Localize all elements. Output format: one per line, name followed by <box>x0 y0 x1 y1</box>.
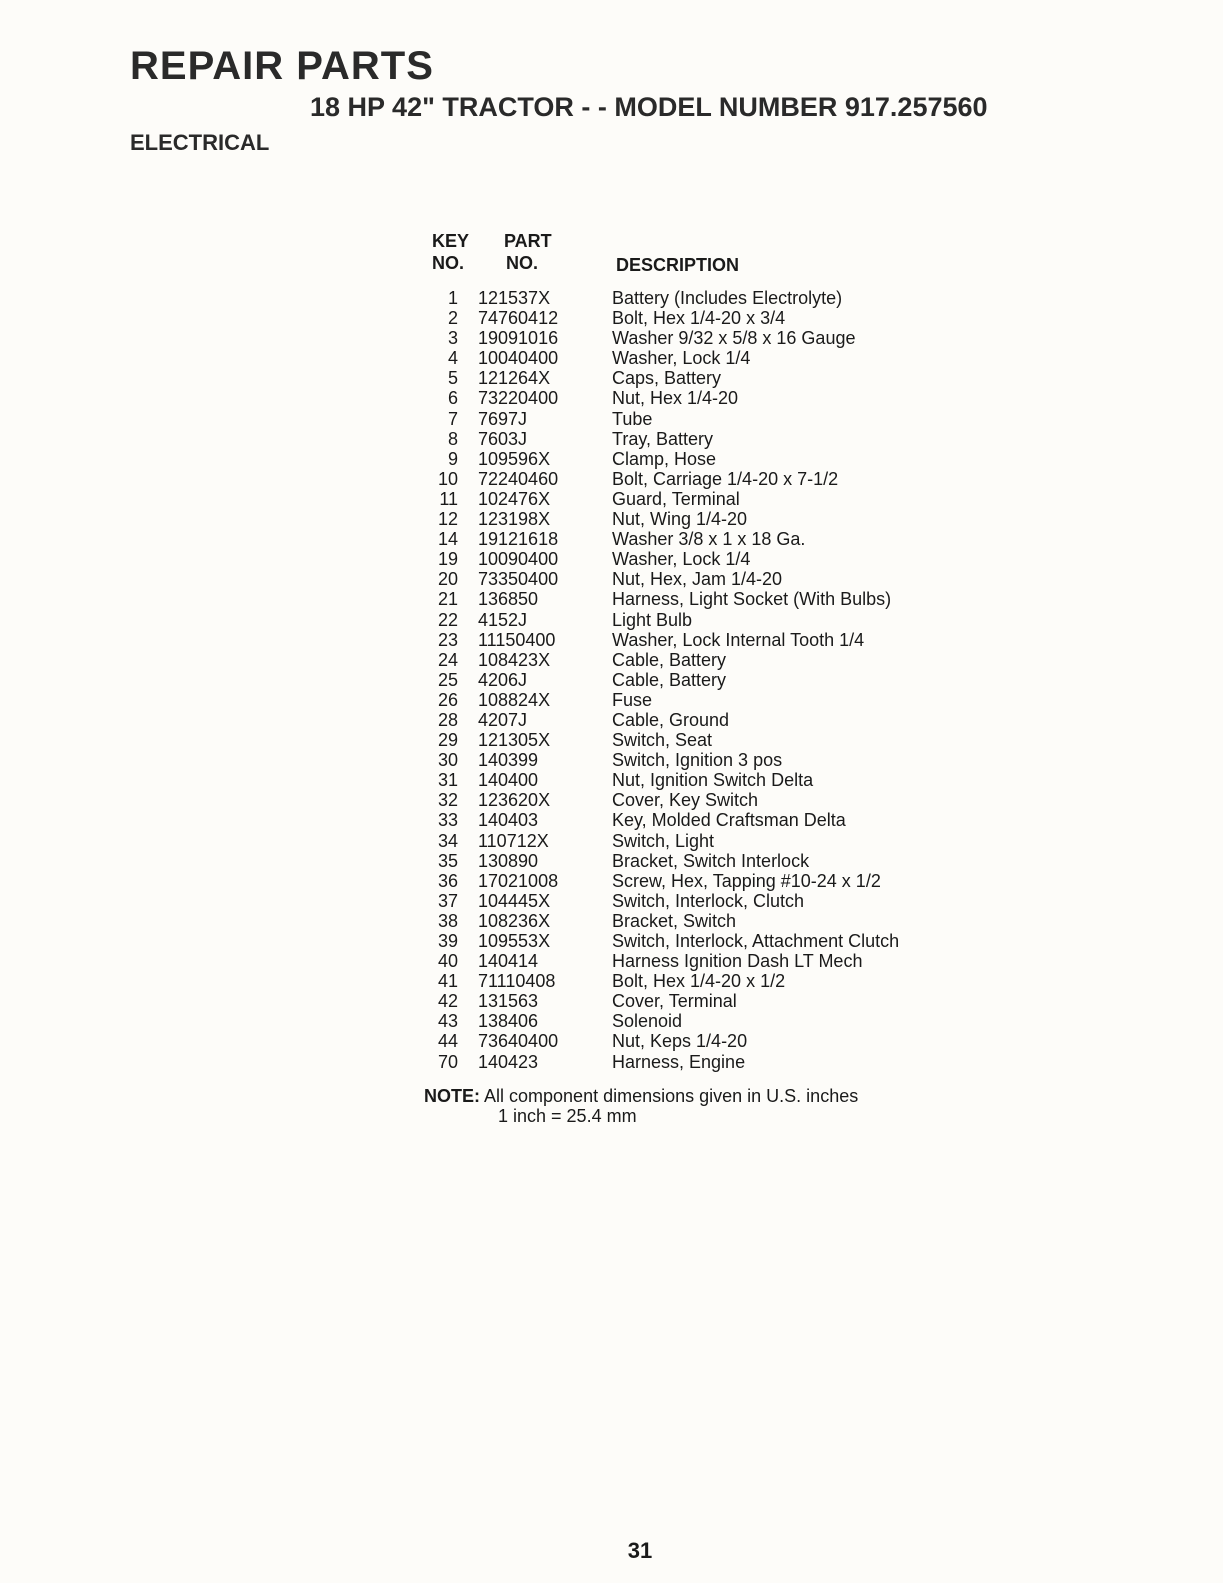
key-number: 26 <box>437 689 458 710</box>
part-number: 19121618 <box>478 529 559 550</box>
part-number: 109553X <box>478 931 551 951</box>
table-row <box>420 790 980 810</box>
col-description-header: DESCRIPTION <box>616 255 740 275</box>
section-heading: ELECTRICAL <box>130 130 270 155</box>
part-description: Clamp, Hose <box>612 448 717 469</box>
part-description: Nut, Keps 1/4-20 <box>612 1031 748 1052</box>
page-number: 31 <box>627 1538 653 1563</box>
part-description: Switch, Interlock, Attachment Clutch <box>612 931 900 951</box>
table-row <box>420 308 980 328</box>
part-number: 123620X <box>478 790 551 811</box>
table-row <box>420 388 980 408</box>
part-number: 10090400 <box>478 549 559 570</box>
table-row <box>420 610 980 630</box>
part-number: 108236X <box>478 910 551 931</box>
table-row <box>420 871 980 891</box>
key-number: 35 <box>437 850 458 871</box>
key-number: 29 <box>437 730 458 751</box>
table-row <box>420 469 980 489</box>
part-description: Cable, Battery <box>612 649 727 670</box>
table-row <box>420 1031 980 1051</box>
part-number: 140423 <box>478 1051 539 1072</box>
part-number: 73640400 <box>478 1031 559 1052</box>
part-description: Tray, Battery <box>612 428 714 449</box>
table-row <box>420 971 980 991</box>
part-description: Washer, Lock 1/4 <box>612 348 751 369</box>
key-number: 8 <box>447 428 458 449</box>
part-description: Harness, Engine <box>612 1051 746 1072</box>
part-description: Fuse <box>612 689 653 710</box>
key-number: 23 <box>437 629 458 650</box>
col-key-header-line2: NO. <box>432 253 465 273</box>
part-description: Cable, Ground <box>612 709 730 730</box>
part-description: Switch, Ignition 3 pos <box>612 750 783 771</box>
key-number: 37 <box>437 890 458 911</box>
part-number: 102476X <box>478 488 551 509</box>
key-number: 34 <box>437 830 458 851</box>
part-number: 4206J <box>478 669 528 690</box>
table-row <box>420 489 980 509</box>
table-row <box>420 509 980 529</box>
key-number: 41 <box>437 971 458 992</box>
part-description: Bracket, Switch Interlock <box>612 850 810 871</box>
part-number: 108824X <box>478 689 551 710</box>
key-number: 3 <box>447 328 458 349</box>
part-number: 123198X <box>478 509 551 530</box>
model-subtitle: 18 HP 42" TRACTOR - - MODEL NUMBER 917.257560 <box>310 92 988 122</box>
part-description: Nut, Wing 1/4-20 <box>612 509 748 530</box>
part-description: Nut, Ignition Switch Delta <box>612 770 814 791</box>
part-number: 138406 <box>478 1011 539 1032</box>
key-number: 32 <box>437 790 458 811</box>
part-number: 7603J <box>478 428 528 449</box>
table-row <box>420 670 980 690</box>
dimension-note <box>424 1086 858 1126</box>
table-row <box>420 549 980 569</box>
part-number: 73350400 <box>478 569 559 590</box>
table-body <box>420 288 980 1072</box>
key-number: 42 <box>437 991 458 1012</box>
table-row <box>420 589 980 609</box>
col-part-header-line2: NO. <box>506 253 539 273</box>
part-description: Switch, Light <box>612 830 715 851</box>
key-number: 44 <box>437 1031 458 1052</box>
part-number: 71110408 <box>478 971 556 992</box>
part-number: 140414 <box>478 951 539 972</box>
col-key-header-line1: KEY <box>432 231 470 251</box>
table-row <box>420 750 980 770</box>
part-description: Washer 9/32 x 5/8 x 16 Gauge <box>612 328 856 349</box>
key-number: 33 <box>437 810 458 831</box>
key-number: 28 <box>437 709 458 730</box>
table-row <box>420 429 980 449</box>
note-line2: 1 inch = 25.4 mm <box>498 1106 637 1126</box>
part-description: Bracket, Switch <box>612 910 737 931</box>
part-description: Washer, Lock Internal Tooth 1/4 <box>612 629 865 650</box>
key-number: 19 <box>437 549 458 570</box>
table-row <box>420 328 980 348</box>
key-number: 4 <box>447 348 458 369</box>
col-part-header-line1: PART <box>504 231 552 251</box>
part-number: 4152J <box>478 609 528 630</box>
table-row <box>420 710 980 730</box>
part-number: 109596X <box>478 448 551 469</box>
part-description: Guard, Terminal <box>612 488 740 509</box>
key-number: 1 <box>447 288 458 308</box>
part-description: Harness Ignition Dash LT Mech <box>612 951 863 972</box>
part-description: Washer, Lock 1/4 <box>612 549 751 570</box>
table-row <box>420 288 980 308</box>
table-row <box>420 851 980 871</box>
table-row <box>420 690 980 710</box>
table-row <box>420 1011 980 1031</box>
table-row <box>420 449 980 469</box>
key-number: 40 <box>437 951 458 972</box>
part-description: Tube <box>612 408 653 429</box>
key-number: 14 <box>437 529 458 550</box>
key-number: 22 <box>437 609 458 630</box>
key-number: 24 <box>437 649 458 670</box>
part-description: Screw, Hex, Tapping #10-24 x 1/2 <box>612 870 881 891</box>
part-number: 130890 <box>478 850 539 871</box>
part-description: Cable, Battery <box>612 669 727 690</box>
part-number: 108423X <box>478 649 551 670</box>
table-row <box>420 650 980 670</box>
table-row <box>420 810 980 830</box>
part-description: Caps, Battery <box>612 368 722 389</box>
part-number: 11150400 <box>478 629 556 650</box>
parts-table <box>420 228 980 1072</box>
part-description: Nut, Hex 1/4-20 <box>612 388 739 409</box>
part-number: 10040400 <box>478 348 559 369</box>
part-description: Bolt, Hex 1/4-20 x 3/4 <box>612 308 786 329</box>
part-description: Cover, Key Switch <box>612 790 759 811</box>
table-row <box>420 951 980 971</box>
table-row <box>420 831 980 851</box>
part-description: Bolt, Carriage 1/4-20 x 7-1/2 <box>612 468 839 489</box>
part-number: 121305X <box>478 730 551 751</box>
key-number: 21 <box>437 589 458 610</box>
part-number: 17021008 <box>478 870 559 891</box>
part-description: Key, Molded Craftsman Delta <box>612 810 846 831</box>
key-number: 5 <box>447 368 458 389</box>
part-description: Solenoid <box>612 1011 683 1032</box>
part-number: 140400 <box>478 770 539 791</box>
key-number: 31 <box>437 770 458 791</box>
part-description: Battery (Includes Electrolyte) <box>612 288 843 308</box>
part-number: 140399 <box>478 750 539 771</box>
key-number: 20 <box>437 569 458 590</box>
note-line1: All component dimensions given in U.S. inches <box>484 1086 859 1106</box>
key-number: 2 <box>447 308 458 329</box>
part-description: Cover, Terminal <box>612 991 737 1012</box>
table-row <box>420 911 980 931</box>
part-description: Switch, Seat <box>612 730 713 751</box>
table-header <box>420 228 980 280</box>
key-number: 10 <box>437 468 458 489</box>
table-row <box>420 891 980 911</box>
key-number: 70 <box>437 1051 458 1072</box>
part-number: 140403 <box>478 810 539 831</box>
table-row <box>420 770 980 790</box>
table-row <box>420 569 980 589</box>
note-label: NOTE: <box>424 1086 480 1106</box>
table-row <box>420 991 980 1011</box>
part-number: 4207J <box>478 709 528 730</box>
part-description: Washer 3/8 x 1 x 18 Ga. <box>612 529 806 550</box>
part-number: 19091016 <box>478 328 559 349</box>
table-row <box>420 348 980 368</box>
key-number: 43 <box>437 1011 458 1032</box>
part-number: 104445X <box>478 890 551 911</box>
part-description: Light Bulb <box>612 609 693 630</box>
part-description: Harness, Light Socket (With Bulbs) <box>612 589 892 610</box>
part-description: Nut, Hex, Jam 1/4-20 <box>612 569 783 590</box>
key-number: 11 <box>439 488 458 509</box>
key-number: 6 <box>447 388 458 409</box>
part-description: Bolt, Hex 1/4-20 x 1/2 <box>612 971 786 992</box>
table-row <box>420 931 980 951</box>
key-number: 39 <box>437 931 458 951</box>
part-number: 74760412 <box>478 308 559 329</box>
page-title: REPAIR PARTS <box>130 44 434 88</box>
part-number: 73220400 <box>478 388 559 409</box>
key-number: 12 <box>437 509 458 530</box>
key-number: 7 <box>447 408 458 429</box>
part-number: 136850 <box>478 589 539 610</box>
key-number: 9 <box>447 448 458 469</box>
part-number: 110712X <box>478 830 549 851</box>
table-row <box>420 529 980 549</box>
part-number: 131563 <box>478 991 539 1012</box>
part-description: Switch, Interlock, Clutch <box>612 890 805 911</box>
key-number: 36 <box>437 870 458 891</box>
table-row <box>420 368 980 388</box>
table-row <box>420 1052 980 1072</box>
key-number: 38 <box>437 910 458 931</box>
key-number: 25 <box>437 669 458 690</box>
key-number: 30 <box>437 750 458 771</box>
table-row <box>420 630 980 650</box>
part-number: 121537X <box>478 288 551 308</box>
table-row <box>420 730 980 750</box>
table-row <box>420 409 980 429</box>
part-number: 72240460 <box>478 468 559 489</box>
part-number: 121264X <box>478 368 551 389</box>
part-number: 7697J <box>478 408 528 429</box>
